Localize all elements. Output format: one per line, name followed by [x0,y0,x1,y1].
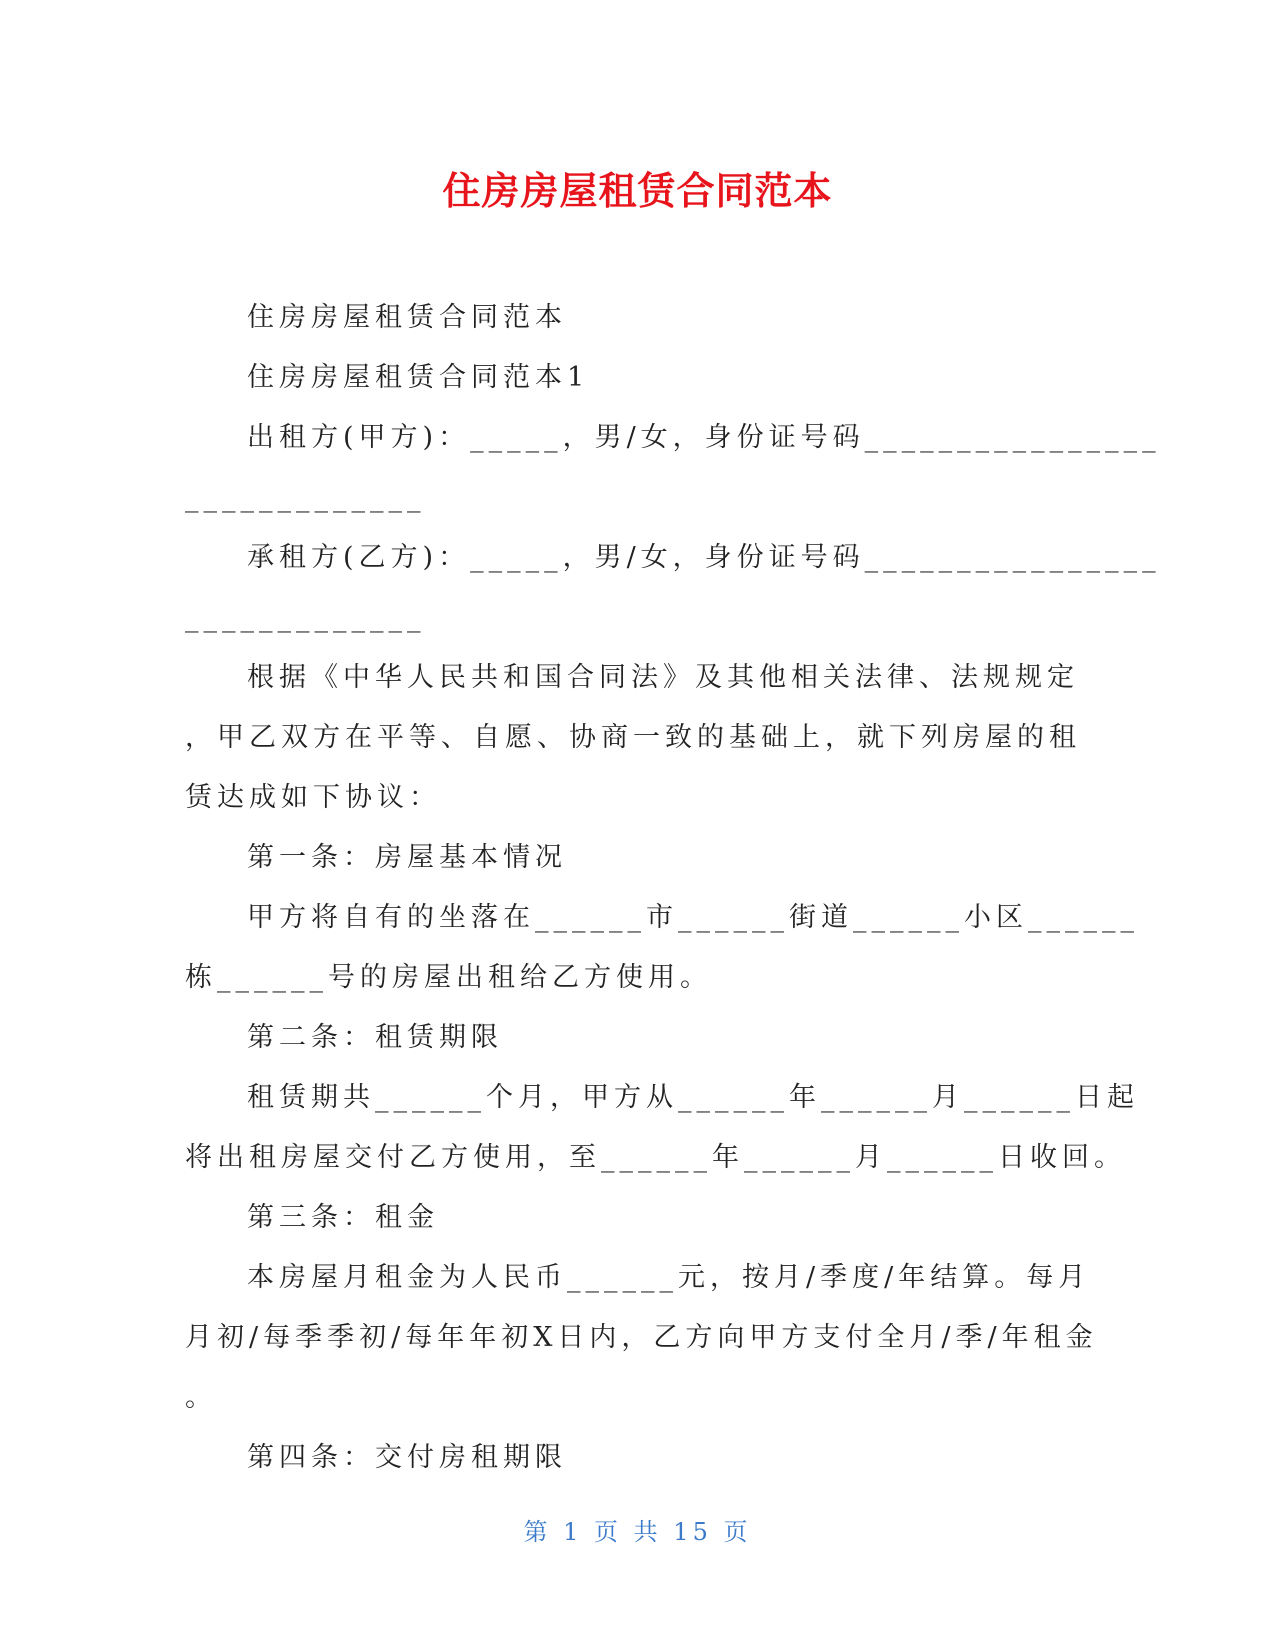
article-text: 。 [185,1382,217,1413]
page-number: 第 1 页 共 15 页 [523,1518,752,1546]
article-text: 将出租房屋交付乙方使用，至______年______月______日收回。 [185,1142,1126,1173]
preamble-line-1: 根据《中华人民共和国合同法》及其他相关法律、法规规定 [247,662,1079,693]
document-body [185,288,1161,1488]
lessee-id-continuation: _____________ [185,602,426,633]
body-line: 住房房屋租赁合同范本 [247,302,567,333]
lessee-line: 承租方(乙方)：_____，男/女，身份证号码________________ [247,542,1161,573]
article-heading: 第三条：租金 [247,1202,439,1233]
preamble-line-2: ，甲乙双方在平等、自愿、协商一致的基础上，就下列房屋的租 [185,722,1081,753]
article-text: 月初/每季季初/每年年初X日内，乙方向甲方支付全月/季/年租金 [185,1322,1098,1353]
article-heading: 第二条：租赁期限 [247,1022,503,1053]
article-text: 甲方将自有的坐落在______市______街道______小区______ [247,902,1139,933]
lessor-line: 出租方(甲方)：_____，男/女，身份证号码________________ [247,422,1161,453]
article-text: 栋______号的房屋出租给乙方使用。 [185,962,712,993]
document-title: 住房房屋租赁合同范本 [442,169,833,213]
article-heading: 第四条：交付房租期限 [247,1442,567,1473]
article-text: 本房屋月租金为人民币______元，按月/季度/年结算。每月 [247,1262,1091,1293]
lessor-id-continuation: _____________ [185,482,426,513]
article-heading: 第一条：房屋基本情况 [247,842,567,873]
body-line: 住房房屋租赁合同范本1 [247,362,590,393]
article-text: 租赁期共______个月，甲方从______年______月______日起 [247,1082,1139,1113]
preamble-line-3: 赁达成如下协议： [185,782,441,813]
